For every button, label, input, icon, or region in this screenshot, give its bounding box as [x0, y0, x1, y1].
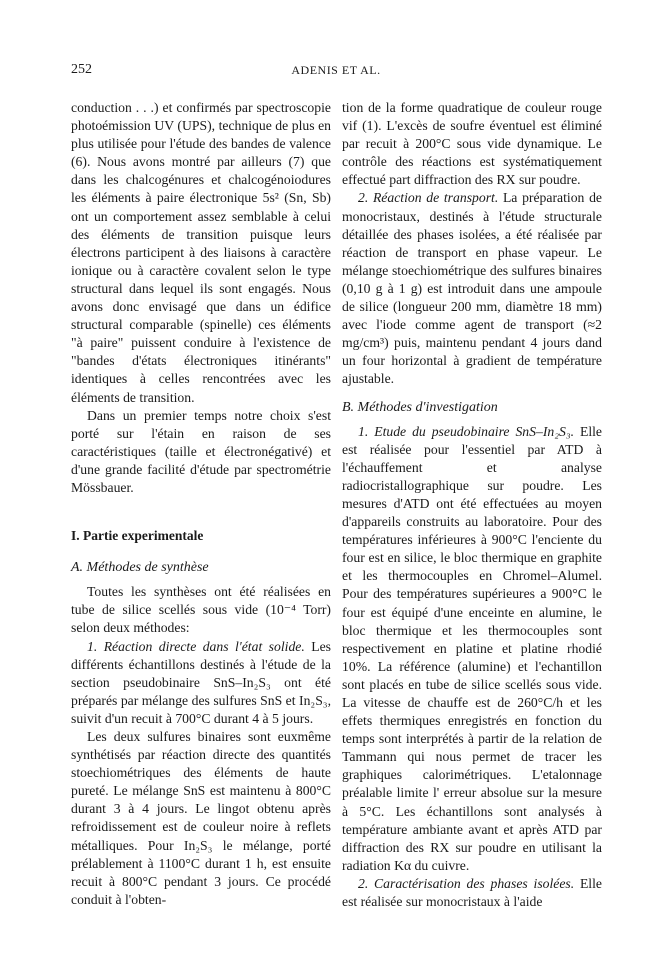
paragraph	[71, 638, 331, 728]
spacer	[342, 389, 602, 399]
paragraph: conduction . . .) et confirmés par spectroscopie photoémission UV (UPS), technique de plus en plus utilisée pour l'étude des bandes de valence (6). Nous avons montré par ailleurs (7) que dans les chalcogénures et chalcogénoiodures les éléments à paire électronique 5s² (Sn, Sb) ont un comportement assez semblable à celui des éléments de transition puisque leurs électrons participent à des liaisons à caractère ionique ou à caractère covalent selon le type structural dans lequel ils sont engagés. Nous avons donc envisagé que dans un édifice structural comparable (spinelle) ces éléments "à paire" puissent conduire à l'existence de "bandes d'états électroniques itinérants" identiques à celles rencontrées avec les éléments de transition.	[71, 100, 331, 405]
section-heading: I. Partie experimentale	[71, 528, 204, 544]
paragraph-body: Elle est réalisée pour l'essentiel par ATD à l'échauffement et analyse radiocristallographique sur poudre. Les mesures d'ATD ont été effectuées au moyen d'appareils construits au laboratoire. Pour des températures inférieures à 900°C l'enciente du four est en silice, le bloc thermique en graphite et les thermocouples en Chromel–Alumel. Pour des températures supérieures a 900°C le four est équipé d'une enceinte en alumine, le bloc thermique et les thermocouples sont respectivement en platine et platine rhodié 10%. La référence (alumine) et l'echantillon sont placés en tube de silice scellés sous vide. La vitesse de chauffe est de 260°C/h et les effets thermiques enregistrés en fonction du temps sont interprétés à partir de la relation de Tammann qui nous permet de tracer les graphiques calorimétriques. L'etalonnage préalable limite l' erreur absolue sur la mesure à 5°C. Les échantillons sont analysés à température ambiante avant et après ATD par diffraction des RX sur poudre en utilisant la radiation Kα du cuivre.	[342, 423, 602, 873]
paragraph-lead: 2. Réaction de transport.	[358, 190, 499, 206]
paragraph	[342, 875, 602, 911]
paragraph: Toutes les synthèses ont été réalisées en tube de silice scellés sous vide (10⁻⁴ Torr) selon deux méthodes:	[71, 584, 331, 636]
paragraph-lead: 2. Caractérisation des phases isolées.	[358, 875, 575, 891]
page-header	[71, 62, 601, 82]
paragraph-body: Elle est réalisée sur monocristaux à l'aide	[342, 875, 602, 910]
subsection-heading: B. Méthodes d'investigation	[342, 399, 498, 415]
subsection-heading: A. Méthodes de synthèse	[71, 560, 209, 576]
paragraph: Les deux sulfures binaires sont euxmême synthétisés par réaction directe des quantités stoechiométriques des éléments de haute pureté. Le mélange SnS est maintenu à 800°C durant 3 à 4 jours. Le lingot obtenu après refroidissement est de couleur noire à reflets métalliques. Pour In₂S₃ le mélange, porté prélablement à 1100°C durant 1 h, est ensuite recuit à 800°C pendant 3 jours. Ce procédé conduit à l'obten-	[71, 729, 331, 907]
paragraph-lead: 1. Etude du pseudobinaire SnS–In₂S₃.	[358, 423, 575, 439]
paragraph-lead: 1. Réaction directe dans l'état solide.	[87, 638, 305, 654]
running-head: ADENIS ET AL.	[291, 63, 381, 77]
left-column	[71, 99, 331, 909]
spacer	[71, 497, 331, 527]
paragraph	[342, 423, 602, 875]
paragraph: Dans un premier temps notre choix s'est porté sur l'étain en raison de ses caractéristiques (taille et électronégativé) et d'une grande facilité d'étude par spectrométrie Mössbauer.	[71, 407, 331, 495]
paragraph	[342, 189, 602, 388]
paragraph: tion de la forme quadratique de couleur rouge vif (1). L'excès de soufre éventuel est éliminé par recuit à 200°C sous vide dynamique. Le contrôle des réactions est systématiquement effectué part diffraction des RX sur poudre.	[342, 100, 602, 188]
right-column	[342, 99, 602, 911]
page-number: 252	[71, 62, 92, 77]
paragraph-body: La préparation de monocristaux, destinés à l'étude structurale détaillée des phases isolées, a été réalisée par réaction de transport en phase vapeur. Le mélange stoechiométrique des sulfures binaires (0,10 g à 1 g) est introduit dans une ampoule de silice (longueur 200 mm, diamètre 18 mm) avec l'iode comme agent de transport (≈2 mg/cm³) puis, maintenu pendant 4 jours dand un four horizontal à gradient de température ajustable.	[342, 190, 602, 387]
spacer	[71, 545, 331, 559]
paragraph-body: Les différents échantillons destinés à l'étude de la section pseudobinaire SnS–In₂S₃ ont été préparés par mélange des sulfures SnS et In₂S₃, suivit d'un recuit à 700°C durant 4 à 5 jours.	[71, 638, 332, 726]
